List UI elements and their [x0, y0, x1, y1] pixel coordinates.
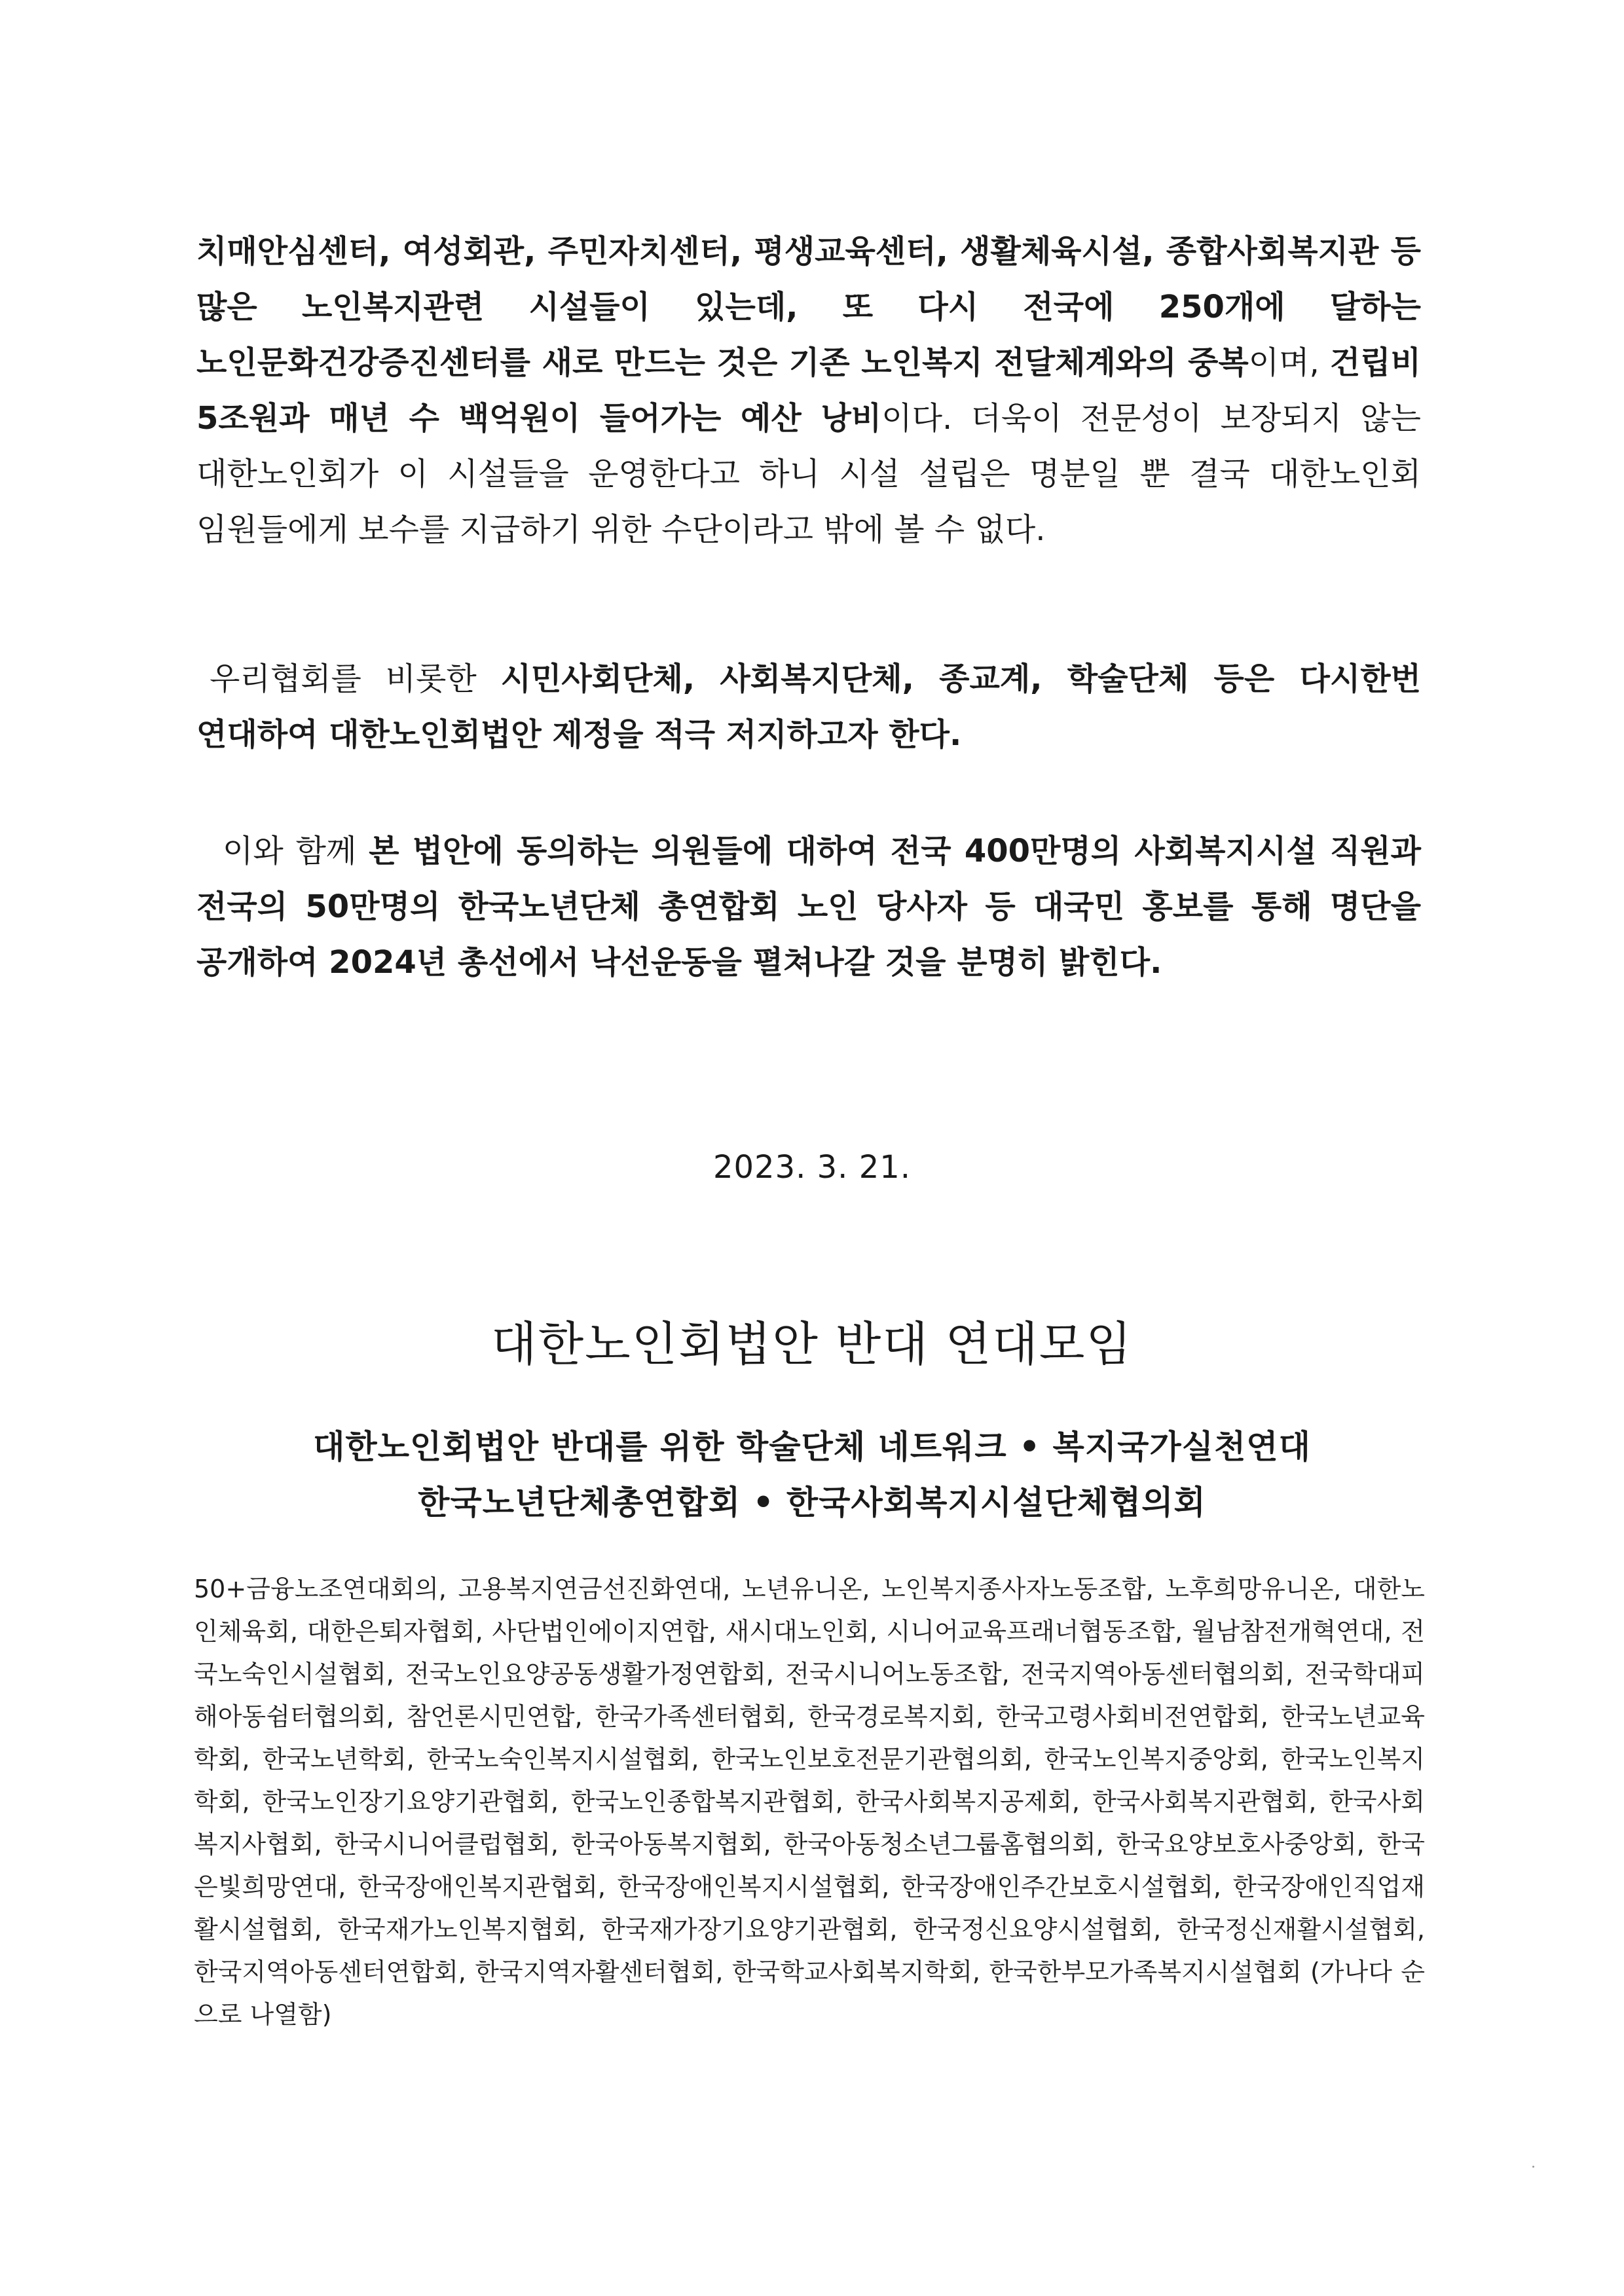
- paragraph-1-bold-budget: 건립비 5조원과 매년 수 백억원이 들어가는 예산 낭비: [196, 344, 1421, 437]
- paragraph-1-bold-facilities: 치매안심센터, 여성회관, 주민자치센터, 평생교육센터, 생활체육시설, 종합사회복지관 등 많은 노인복지관련 시설들이 있는데, 또 다시 전국에 250개에 달하는 노인문화건강증진센터를 새로 만드는 것은 기존 노인복지 전달체계와의 중복: [196, 233, 1421, 381]
- paragraph-3-bold: 본 법안에 동의하는 의원들에 대하여 전국 400만명의 사회복지시설 직원과 전국의 50만명의 한국노년단체 총연합회 노인 당사자 등 대국민 홍보를 통해 명단을 공개하여 2024년 총선에서 낙선운동을 펼쳐나갈 것을 분명히 밝힌다.: [196, 833, 1421, 981]
- coalition-title: 대한노인회법안 반대 연대모임: [491, 1317, 1133, 1372]
- paragraph-2-bold: 시민사회단체, 사회복지단체, 종교계, 학술단체 등은 다시한번 연대하여 대한노인회법안 제정을 적극 저지하고자 한다.: [196, 661, 1421, 753]
- paragraph-1-conclusion: 이다. 더욱이 전문성이 보장되지 않는 대한노인회가 이 시설들을 운영한다고 하니 시설 설립은 명분일 뿐 결국 대한노인회 임원들에게 보수를 지급하기 위한 수단이라고 밖에 볼 수 없다.: [196, 400, 1422, 548]
- statement-paragraph-2: [196, 651, 1421, 763]
- paragraph-2-lead: 우리협회를 비롯한: [210, 661, 501, 697]
- coalition-organizers-line-2: 한국노년단체총연합회 • 한국사회복지시설단체협의회: [418, 1484, 1206, 1522]
- statement-paragraph-3: [196, 824, 1421, 991]
- scan-speck: [1532, 2166, 1534, 2168]
- member-organizations-list: 50+금융노조연대회의, 고용복지연금선진화연대, 노년유니온, 노인복지종사자노동조합, 노후희망유니온, 대한노인체육회, 대한은퇴자협회, 사단법인에이지연합, 새시대노인회, 시니어교육프래너협동조합, 월남참전개혁연대, 전국노숙인시설협회, 전국노인요양공동생활가정연합회, 전국시니어노동조합, 전국지역아동센터협의회, 전국학대피해아동쉼터협의회, 참언론시민연합, 한국가족센터협회, 한국경로복지회, 한국고령사회비전연합회, 한국노년교육학회, 한국노년학회, 한국노숙인복지시설협회, 한국노인보호전문기관협의회, 한국노인복지중앙회, 한국노인복지학회, 한국노인장기요양기관협회, 한국노인종합복지관협회, 한국사회복지공제회, 한국사회복지관협회, 한국사회복지사협회, 한국시니어클럽협회, 한국아동복지협회, 한국아동청소년그룹홈협의회, 한국요양보호사중앙회, 한국은빛희망연대, 한국장애인복지관협회, 한국장애인복지시설협회, 한국장애인주간보호시설협회, 한국장애인직업재활시설협회, 한국재가노인복지협회, 한국재가장기요양기관협회, 한국정신요양시설협회, 한국정신재활시설협회, 한국지역아동센터연합회, 한국지역자활센터협회, 한국학교사회복지학회, 한국한부모가족복지시설협회 (가나다 순으로 나열함): [194, 1575, 1425, 2029]
- statement-paragraph-1: [196, 224, 1421, 558]
- coalition-organizers-line-1: 대한노인회법안 반대를 위한 학술단체 네트워크 • 복지국가실천연대: [313, 1428, 1311, 1466]
- paragraph-3-lead: 이와 함께: [223, 833, 369, 869]
- statement-date: 2023. 3. 21.: [712, 1149, 912, 1186]
- paragraph-1-connector: 이며,: [1248, 344, 1330, 381]
